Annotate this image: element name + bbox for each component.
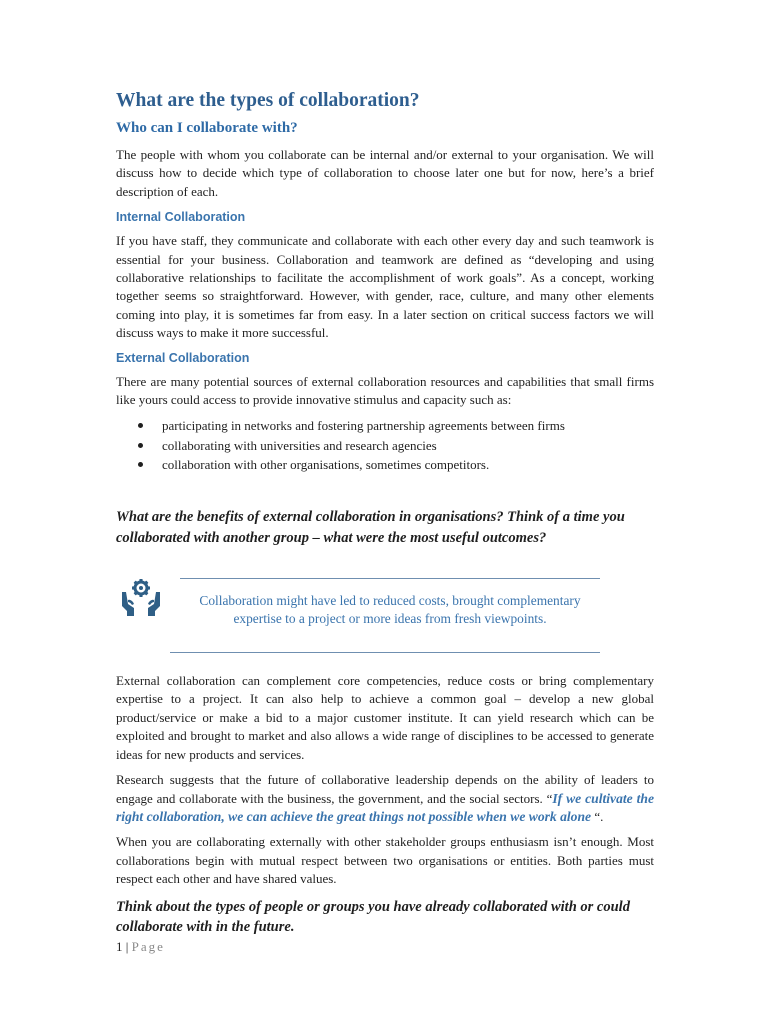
bullet-icon xyxy=(138,423,143,428)
list-item xyxy=(116,416,654,435)
page-label: Page xyxy=(131,939,165,954)
list-item xyxy=(116,436,654,455)
internal-collaboration-paragraph: If you have staff, they communicate and collaborate with each other every day and such teamwork is essential for your business. Collaboration and teamwork are defined as “developing and using collaborative relationships to facilitate the accomplishment of work goals”. As a concept, working together seems so straightforward. However, with gender, race, culture, and many other elements coming into play, it is sometimes far from easy. In a later section on critical success factors we will discuss ways to make it more successful. xyxy=(116,233,654,341)
reflection-question: What are the benefits of external collaboration in organisations? Think of a time you collaborated with another group – what were the most useful outcomes? xyxy=(116,509,625,547)
callout-top-rule xyxy=(180,578,600,579)
document-page xyxy=(116,88,654,937)
footer-separator: | xyxy=(125,939,129,954)
callout-text: Collaboration might have led to reduced costs, brought complementary expertise to a project or more ideas from fresh viewpoints. xyxy=(199,593,581,626)
bullet-icon xyxy=(138,462,143,467)
callout-bottom-rule xyxy=(170,652,600,653)
page-title: What are the types of collaboration? xyxy=(116,90,420,111)
internal-collaboration-heading: Internal Collaboration xyxy=(116,210,246,225)
list-item-text: collaboration with other organisations, sometimes competitors. xyxy=(162,456,490,472)
think-prompt: Think about the types of people or groups you have already collaborated with or could collaborate with in the future. xyxy=(116,898,630,935)
list-item-text: collaborating with universities and research agencies xyxy=(162,437,437,453)
research-text: Research suggests that the future of collaborative leadership depends on the ability of leaders to engage and collaborate with the business, the government, and the social sectors. “ xyxy=(116,772,654,806)
list-item xyxy=(116,455,654,474)
research-paragraph xyxy=(116,771,654,826)
external-collaboration-paragraph: There are many potential sources of external collaboration resources and capabilities that small firms like yours could access to provide innovative stimulus and capacity such as: xyxy=(116,373,654,408)
callout-box xyxy=(116,572,654,656)
gear-hands-icon xyxy=(118,578,164,618)
highlighted-quote: If we cultivate the right collaboration, we can achieve the great things not possible when we work alone xyxy=(116,790,654,824)
external-sources-list xyxy=(116,416,654,474)
page-footer xyxy=(116,938,165,956)
page-number: 1 xyxy=(116,939,123,954)
list-item-text: participating in networks and fostering partnership agreements between firms xyxy=(162,418,565,434)
intro-paragraph: The people with whom you collaborate can be internal and/or external to your organisation. We will discuss how to decide which type of collaboration to choose later one but for now, here’s a brief description of each. xyxy=(116,147,654,199)
research-closing: “. xyxy=(591,808,604,824)
page-subtitle: Who can I collaborate with? xyxy=(116,120,298,136)
stakeholder-paragraph: When you are collaborating externally with other stakeholder groups enthusiasm isn’t enough. Most collaborations begin with mutual respect between two organisations or entities. Both parties must respect each other and have shared values. xyxy=(116,834,654,887)
external-collaboration-heading: External Collaboration xyxy=(116,350,250,365)
bullet-icon xyxy=(138,443,143,448)
complement-paragraph: External collaboration can complement core competencies, reduce costs or bring complementary expertise to a project. It can also help to achieve a common goal – develop a new global product/service or make a bid to a major customer institute. It can yield research which can be exploited and brought to market and also allows a wide range of disciplines to be accessed to generate ideas for new products and services. xyxy=(116,673,654,762)
